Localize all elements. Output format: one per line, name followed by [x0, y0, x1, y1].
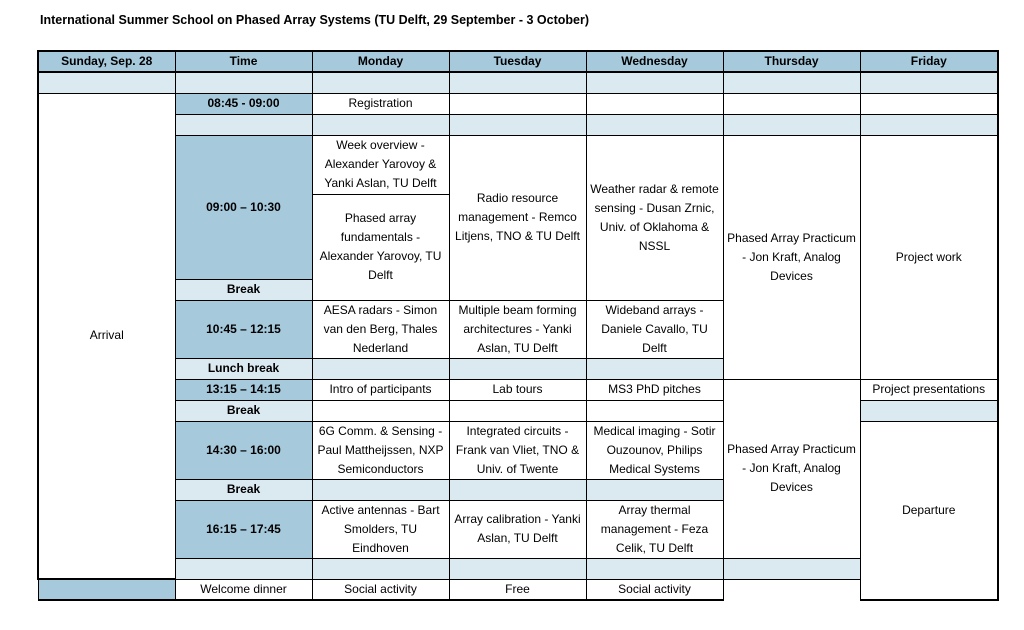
empty-cell — [449, 400, 586, 421]
event-project-work: Project work — [860, 135, 998, 379]
event-week-overview: Week overview - Alexander Yarovoy & Yanki Aslan, TU Delft — [312, 135, 449, 194]
event-lab-tours: Lab tours — [449, 379, 586, 400]
time-slot-evening — [38, 579, 175, 600]
event-departure: Departure — [860, 421, 998, 600]
spacer-cell — [860, 114, 998, 135]
spacer-cell — [449, 558, 586, 579]
empty-cell — [586, 93, 723, 114]
spacer-cell — [312, 358, 449, 379]
event-active-antennas: Active antennas - Bart Smolders, TU Eindhoven — [312, 500, 449, 558]
spacer-cell — [175, 114, 312, 135]
header-friday: Friday — [860, 51, 998, 72]
spacer-cell — [449, 72, 586, 93]
page-title: International Summer School on Phased Array Systems (TU Delft, 29 September - 3 October) — [40, 13, 589, 27]
header-monday: Monday — [312, 51, 449, 72]
spacer-cell — [175, 558, 312, 579]
lunch-label: Lunch break — [175, 358, 312, 379]
spacer-cell — [586, 558, 723, 579]
spacer-cell — [723, 114, 860, 135]
schedule-table — [37, 50, 999, 601]
spacer-cell — [586, 358, 723, 379]
event-free: Free — [449, 579, 586, 600]
event-practicum-afternoon: Phased Array Practicum - Jon Kraft, Analog Devices — [723, 379, 860, 558]
event-medical-imaging: Medical imaging - Sotir Ouzounov, Philips Medical Systems — [586, 421, 723, 479]
empty-cell — [449, 93, 586, 114]
spacer-cell — [312, 72, 449, 93]
event-intro-participants: Intro of participants — [312, 379, 449, 400]
spacer-cell — [586, 114, 723, 135]
event-phased-array-fundamentals: Phased array fundamentals - Alexander Yarovoy, TU Delft — [312, 194, 449, 300]
event-radio-resource: Radio resource management - Remco Litjens, TNO & TU Delft — [449, 135, 586, 300]
spacer-cell — [586, 72, 723, 93]
spacer-cell — [723, 72, 860, 93]
spacer-cell — [860, 72, 998, 93]
event-social-activity-tuesday: Social activity — [312, 579, 449, 600]
spacer-cell — [586, 479, 723, 500]
spacer-cell — [449, 114, 586, 135]
header-sunday: Sunday, Sep. 28 — [38, 51, 175, 72]
spacer-cell — [449, 358, 586, 379]
break-label: Break — [175, 279, 312, 300]
empty-cell — [723, 93, 860, 114]
spacer-cell — [175, 72, 312, 93]
break-label: Break — [175, 400, 312, 421]
event-registration: Registration — [312, 93, 449, 114]
spacer-cell — [38, 72, 175, 93]
spacer-cell — [312, 558, 449, 579]
time-slot: 08:45 - 09:00 — [175, 93, 312, 114]
sunday-arrival: Arrival — [38, 93, 175, 579]
spacer-cell — [723, 558, 860, 579]
empty-cell — [312, 400, 449, 421]
spacer-cell — [312, 479, 449, 500]
event-integrated-circuits: Integrated circuits - Frank van Vliet, TNO & Univ. of Twente — [449, 421, 586, 479]
event-array-calibration: Array calibration - Yanki Aslan, TU Delft — [449, 500, 586, 558]
event-social-activity-thursday: Social activity — [586, 579, 723, 600]
event-project-presentations: Project presentations — [860, 379, 998, 400]
header-thursday: Thursday — [723, 51, 860, 72]
time-slot: 16:15 – 17:45 — [175, 500, 312, 558]
time-slot: 10:45 – 12:15 — [175, 300, 312, 358]
spacer-cell — [449, 479, 586, 500]
empty-cell — [586, 400, 723, 421]
time-slot: 09:00 – 10:30 — [175, 135, 312, 279]
spacer-cell — [860, 400, 998, 421]
empty-cell — [860, 93, 998, 114]
header-time: Time — [175, 51, 312, 72]
event-array-thermal: Array thermal management - Feza Celik, TU Delft — [586, 500, 723, 558]
header-wednesday: Wednesday — [586, 51, 723, 72]
time-slot: 14:30 – 16:00 — [175, 421, 312, 479]
event-aesa-radars: AESA radars - Simon van den Berg, Thales Nederland — [312, 300, 449, 358]
event-ms3-pitches: MS3 PhD pitches — [586, 379, 723, 400]
event-wideband-arrays: Wideband arrays - Daniele Cavallo, TU Delft — [586, 300, 723, 358]
header-tuesday: Tuesday — [449, 51, 586, 72]
event-practicum-morning: Phased Array Practicum - Jon Kraft, Analog Devices — [723, 135, 860, 379]
break-label: Break — [175, 479, 312, 500]
time-slot: 13:15 – 14:15 — [175, 379, 312, 400]
event-multiple-beam: Multiple beam forming architectures - Yanki Aslan, TU Delft — [449, 300, 586, 358]
event-weather-radar: Weather radar & remote sensing - Dusan Zrnic, Univ. of Oklahoma & NSSL — [586, 135, 723, 300]
event-6g-comm: 6G Comm. & Sensing - Paul Mattheijssen, NXP Semiconductors — [312, 421, 449, 479]
spacer-cell — [312, 114, 449, 135]
event-welcome-dinner: Welcome dinner — [175, 579, 312, 600]
